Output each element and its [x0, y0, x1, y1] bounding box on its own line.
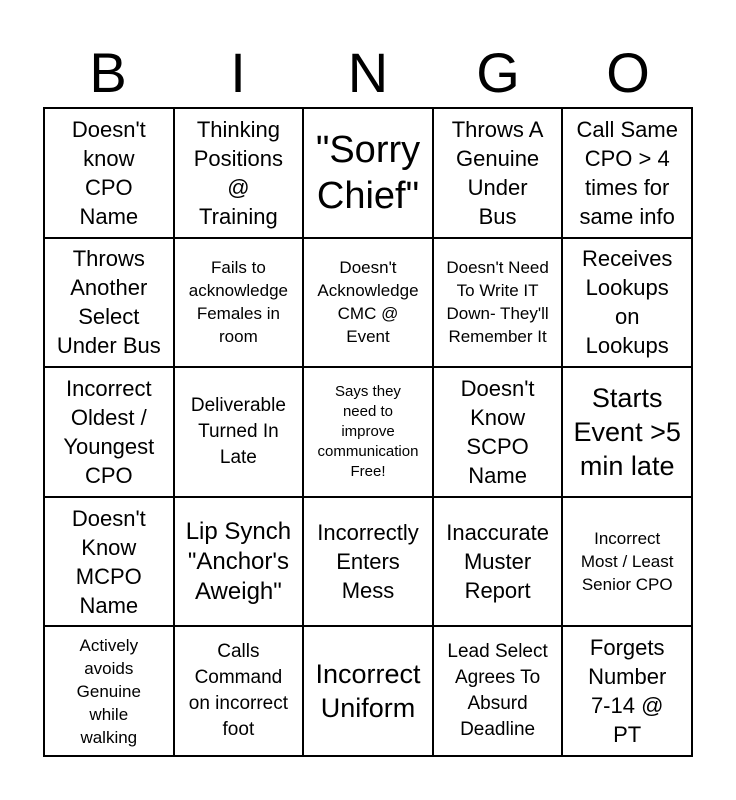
cell-text: Incorrect Most / Least Senior CPO: [580, 529, 674, 595]
cell-text: Doesn't Know SCPO Name: [460, 375, 535, 488]
bingo-cell[interactable]: [433, 497, 563, 627]
header-letter-o: O: [606, 41, 650, 104]
bingo-cell[interactable]: [174, 367, 304, 497]
bingo-cell[interactable]: [303, 497, 433, 627]
cell-text: Incorrect Uniform: [315, 659, 421, 724]
cell-text: Thinking Positions @ Training: [193, 116, 284, 229]
header-letter-i: I: [230, 41, 246, 104]
bingo-cell[interactable]: [433, 626, 563, 756]
cell-text: Says they need to improve communication Free!: [317, 382, 419, 480]
cell-text: Calls Command on incorrect foot: [188, 641, 289, 741]
cell-text: Actively avoids Genuine while walking: [76, 635, 141, 747]
bingo-cell[interactable]: [433, 367, 563, 497]
header-letter-g: G: [476, 41, 520, 104]
cell-text: Lead Select Agrees To Absurd Deadline: [447, 641, 548, 741]
bingo-cell[interactable]: [44, 497, 174, 627]
cell-text: Throws A Genuine Under Bus: [451, 116, 544, 229]
bingo-cell[interactable]: [562, 367, 692, 497]
cell-text: Incorrect Oldest / Youngest CPO: [63, 375, 155, 488]
bingo-cell[interactable]: [44, 238, 174, 368]
bingo-cell[interactable]: [174, 108, 304, 238]
bingo-cell[interactable]: [433, 108, 563, 238]
cell-text: Call Same CPO > 4 times for same info: [576, 116, 678, 229]
bingo-cell[interactable]: [562, 626, 692, 756]
cell-text: Forgets Number 7-14 @ PT: [588, 635, 667, 748]
bingo-cell[interactable]: [44, 367, 174, 497]
header-letter-n: N: [347, 41, 389, 104]
bingo-cell[interactable]: [303, 238, 433, 368]
bingo-header: [43, 40, 693, 106]
header-letter-b: B: [89, 41, 127, 104]
bingo-cell[interactable]: [562, 108, 692, 238]
cell-text: Throws Another Select Under Bus: [56, 246, 161, 359]
cell-text: Inaccurate Muster Report: [446, 520, 549, 604]
cell-text: Receives Lookups on Lookups: [581, 246, 673, 359]
bingo-cell[interactable]: [433, 238, 563, 368]
cell-text: Starts Event >5 min late: [573, 382, 681, 481]
bingo-cell[interactable]: [303, 108, 433, 238]
bingo-card-grid: [43, 107, 693, 757]
cell-text: Fails to acknowledge Females in room: [188, 258, 289, 347]
bingo-cell[interactable]: [174, 626, 304, 756]
bingo-cell[interactable]: [174, 497, 304, 627]
bingo-cell[interactable]: [562, 497, 692, 627]
bingo-cell[interactable]: [44, 626, 174, 756]
bingo-cell[interactable]: [174, 238, 304, 368]
cell-text: Doesn't Acknowledge CMC @ Event: [317, 258, 419, 347]
cell-text: Incorrectly Enters Mess: [317, 520, 419, 604]
bingo-cell-free[interactable]: [303, 367, 433, 497]
bingo-cell[interactable]: [44, 108, 174, 238]
cell-text: Lip Synch "Anchor's Aweigh": [185, 517, 292, 605]
cell-text: Deliverable Turned In Late: [190, 394, 286, 468]
bingo-cell[interactable]: [303, 626, 433, 756]
bingo-cell[interactable]: [562, 238, 692, 368]
cell-text: Doesn't know CPO Name: [71, 116, 146, 229]
cell-text: Doesn't Need To Write IT Down- They'll Remember It: [446, 258, 549, 347]
cell-text: "Sorry Chief": [315, 128, 421, 217]
cell-text: Doesn't Know MCPO Name: [71, 505, 146, 618]
